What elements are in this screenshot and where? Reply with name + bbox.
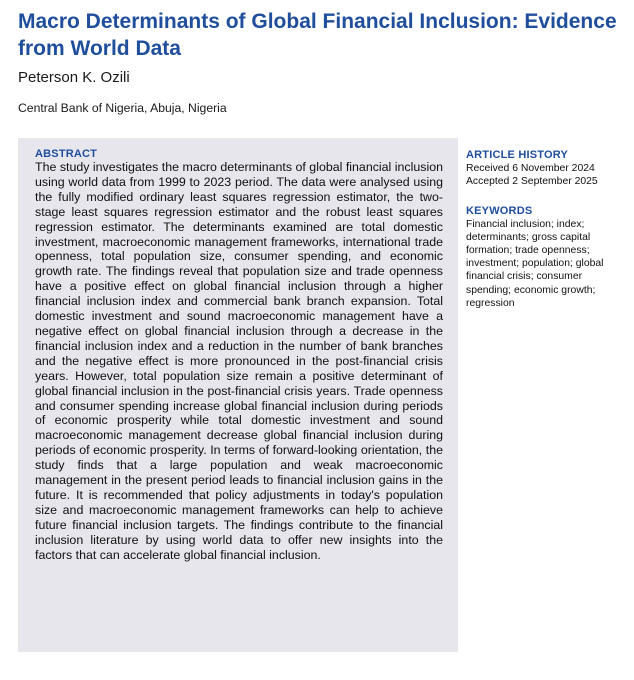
received-date: Received 6 November 2024: [466, 163, 595, 174]
article-sidebar: [466, 149, 626, 310]
abstract-heading: ABSTRACT: [35, 148, 98, 160]
accepted-date: Accepted 2 September 2025: [466, 176, 598, 188]
article-history-heading: ARTICLE HISTORY: [466, 149, 569, 161]
keywords-list: Financial inclusion; index; determinants; gross capital formation; trade openness; investment; population; global financial crisis; consumer spending; economic growth; regression: [466, 218, 604, 309]
paper-title: Macro Determinants of Global Financial Inclusion: Evidence from World Data: [18, 10, 617, 60]
author-name: Peterson K. Ozili: [18, 69, 130, 86]
author-affiliation: Central Bank of Nigeria, Abuja, Nigeria: [18, 101, 227, 115]
abstract-text: The study investigates the macro determinants of global financial inclusion using world data from 1999 to 2023 period. The data were analysed using the fully modified ordinary least squares regression estimator, the two-stage least squares regression estimator and the robust least squares regression estimator. The determinants examined are total domestic investment, macroeconomic management frameworks, international trade openness, total population size, consumer spending, and economic growth rate. The findings reveal that population size and trade openness have a positive effect on global financial inclusion through a higher financial inclusion index and commercial bank branch expansion. Total domestic investment and sound macroeconomic management have a negative effect on global financial inclusion through a decrease in the financial inclusion index and a reduction in the number of bank branches and the negative effect is more pronounced in the post-financial crisis years. However, total population size remain a positive determinant of global financial inclusion in the post-financial crisis years. Trade openness and consumer spending increase global financial inclusion during periods of economic prosperity while total domestic investment and sound macroeconomic management decrease global financial inclusion during periods of economic prosperity. In terms of forward-looking orientation, the study finds that a large population and weak macroeconomic management in the present period leads to financial inclusion gains in the future. It is recommended that policy adjustments in today's population size and macroeconomic management frameworks can help to achieve future financial inclusion targets. The findings contribute to the financial inclusion literature by using world data to offer new insights into the factors that can accelerate global financial inclusion.: [35, 160, 443, 562]
keywords-heading: KEYWORDS: [466, 204, 533, 217]
abstract-box: [18, 138, 458, 652]
